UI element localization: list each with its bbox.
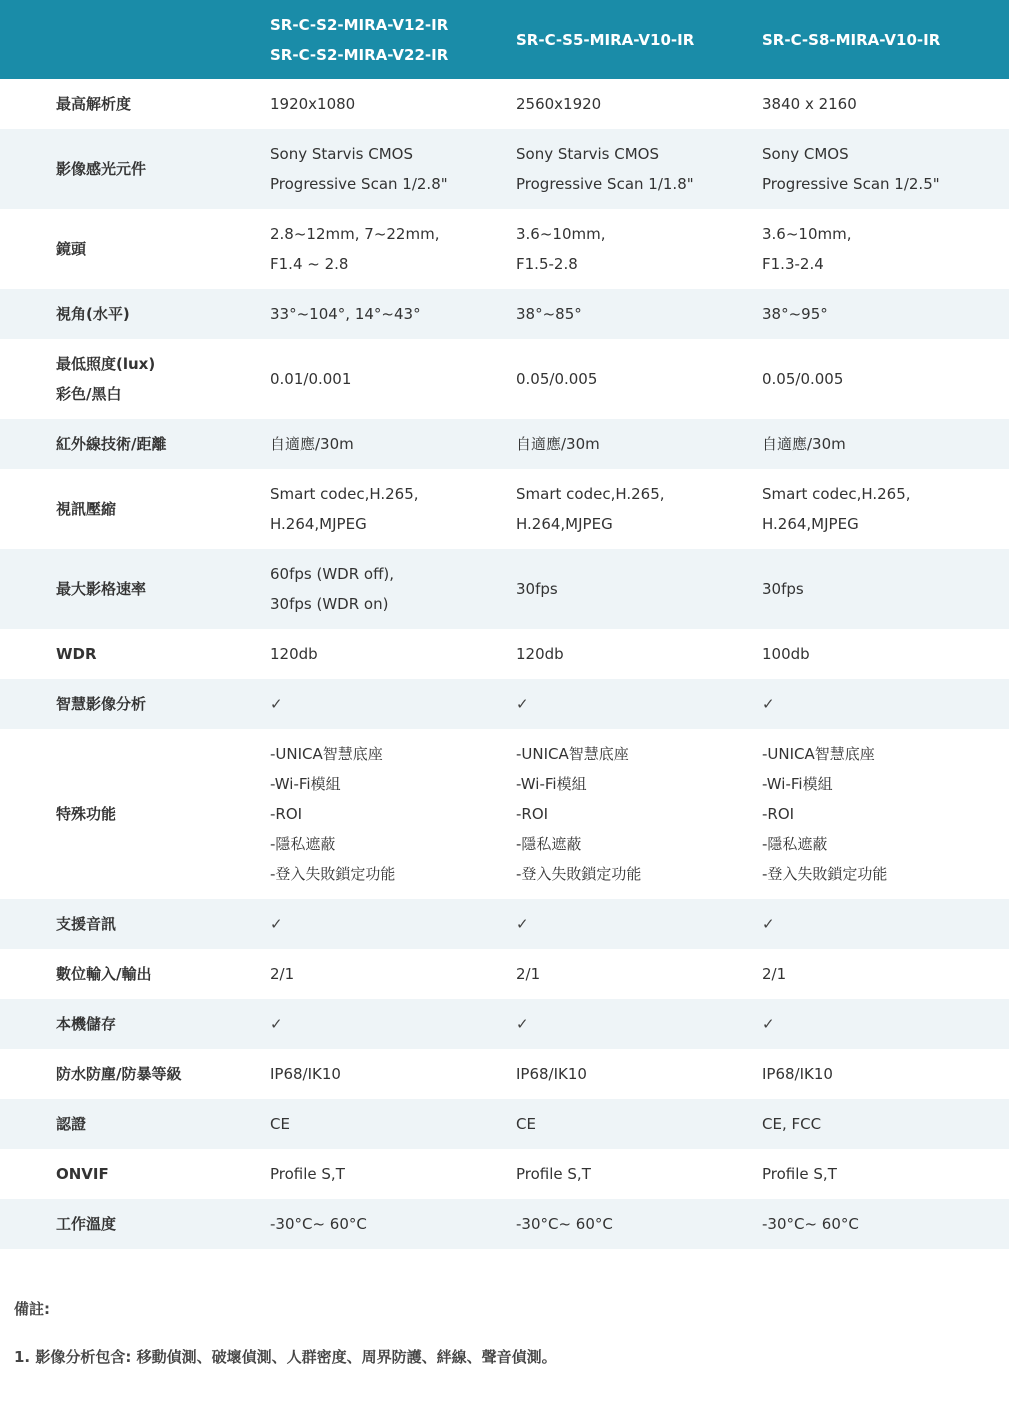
notes-item: 1. 影像分析包含: 移動偵測、破壞偵測、人群密度、周界防護、絆線、聲音偵測。: [14, 1348, 557, 1366]
row-label-text: 特殊功能: [56, 805, 117, 823]
cell-value: H.264,MJPEG: [762, 515, 859, 533]
row-label: [0, 1109, 270, 1139]
value-cell: [762, 479, 1009, 539]
value-cell: [270, 959, 516, 989]
row-label-text: 鏡頭: [56, 240, 87, 258]
row-label: [0, 909, 270, 939]
cell-value: 3840 x 2160: [762, 95, 857, 113]
cell-value: -30°C~ 60°C: [270, 1215, 367, 1233]
cell-value: CE: [270, 1115, 290, 1133]
notes-title: 備註:: [14, 1300, 50, 1318]
value-cell: [270, 139, 516, 199]
notes-section: [0, 1297, 1009, 1369]
cell-value: 33°~104°, 14°~43°: [270, 305, 421, 323]
table-row: [0, 339, 1009, 419]
cell-value: -UNICA智慧底座: [762, 745, 875, 763]
row-label-text: 數位輸入/輸出: [56, 965, 152, 983]
value-cell: [516, 139, 762, 199]
value-cell: [516, 1059, 762, 1089]
cell-value: IP68/IK10: [516, 1065, 587, 1083]
cell-value: 0.01/0.001: [270, 370, 352, 388]
value-cell: [762, 429, 1009, 459]
value-cell: [516, 959, 762, 989]
table-header: [0, 0, 1009, 79]
cell-value: 自適應/30m: [762, 435, 846, 453]
row-label: [0, 1209, 270, 1239]
cell-value: Smart codec,H.265,: [516, 485, 665, 503]
row-label: [0, 234, 270, 264]
table-row: [0, 209, 1009, 289]
value-cell: [762, 299, 1009, 329]
value-cell: [516, 1209, 762, 1239]
value-cell: [270, 429, 516, 459]
check-icon: ✓: [762, 1015, 775, 1033]
row-label-text: 最高解析度: [56, 95, 132, 113]
cell-value: -30°C~ 60°C: [516, 1215, 613, 1233]
row-label-text: ONVIF: [56, 1165, 109, 1183]
check-icon: ✓: [516, 695, 529, 713]
table-row: [0, 729, 1009, 899]
value-cell: [270, 689, 516, 719]
row-label: [0, 574, 270, 604]
value-cell: [516, 219, 762, 279]
row-label: [0, 299, 270, 329]
value-cell: [270, 1059, 516, 1089]
value-cell: [270, 219, 516, 279]
row-label: [0, 349, 270, 409]
row-label: [0, 959, 270, 989]
cell-value: 自適應/30m: [270, 435, 354, 453]
cell-value: Smart codec,H.265,: [270, 485, 419, 503]
cell-value: Progressive Scan 1/2.8": [270, 175, 448, 193]
value-cell: [762, 909, 1009, 939]
cell-value: IP68/IK10: [270, 1065, 341, 1083]
cell-value: Smart codec,H.265,: [762, 485, 911, 503]
cell-value: -UNICA智慧底座: [516, 745, 629, 763]
header-model-2: [516, 25, 762, 55]
table-row: [0, 1149, 1009, 1199]
cell-value: -登入失敗鎖定功能: [270, 865, 396, 883]
value-cell: [516, 364, 762, 394]
row-label-text: 支援音訊: [56, 915, 117, 933]
cell-value: -隱私遮蔽: [516, 835, 582, 853]
value-cell: [516, 739, 762, 889]
table-row: [0, 469, 1009, 549]
cell-value: -UNICA智慧底座: [270, 745, 383, 763]
value-cell: [270, 1109, 516, 1139]
check-icon: ✓: [270, 695, 283, 713]
cell-value: -登入失敗鎖定功能: [516, 865, 642, 883]
value-cell: [762, 739, 1009, 889]
cell-value: F1.5-2.8: [516, 255, 578, 273]
cell-value: -Wi-Fi模組: [270, 775, 341, 793]
cell-value: Sony Starvis CMOS: [516, 145, 659, 163]
cell-value: 38°~85°: [516, 305, 582, 323]
table-row: [0, 289, 1009, 339]
cell-value: Progressive Scan 1/1.8": [516, 175, 694, 193]
table-body: [0, 79, 1009, 1249]
cell-value: 30fps (WDR on): [270, 595, 389, 613]
table-row: [0, 629, 1009, 679]
table-row: [0, 419, 1009, 469]
value-cell: [270, 89, 516, 119]
value-cell: [762, 1009, 1009, 1039]
cell-value: -30°C~ 60°C: [762, 1215, 859, 1233]
value-cell: [270, 909, 516, 939]
cell-value: 2/1: [270, 965, 295, 983]
row-label-text: 視角(水平): [56, 305, 130, 323]
row-label-text: 工作溫度: [56, 1215, 117, 1233]
cell-value: 自適應/30m: [516, 435, 600, 453]
row-label: [0, 429, 270, 459]
row-label-text: WDR: [56, 645, 97, 663]
check-icon: ✓: [516, 1015, 529, 1033]
cell-value: Profile S,T: [762, 1165, 837, 1183]
cell-value: H.264,MJPEG: [270, 515, 367, 533]
value-cell: [516, 89, 762, 119]
table-row: [0, 1099, 1009, 1149]
table-row: [0, 79, 1009, 129]
cell-value: Sony CMOS: [762, 145, 849, 163]
value-cell: [270, 364, 516, 394]
row-label-text: 最低照度(lux): [56, 355, 156, 373]
cell-value: 1920x1080: [270, 95, 356, 113]
value-cell: [270, 639, 516, 669]
value-cell: [270, 1009, 516, 1039]
value-cell: [270, 1209, 516, 1239]
cell-value: 2.8~12mm, 7~22mm,: [270, 225, 440, 243]
cell-value: CE: [516, 1115, 536, 1133]
cell-value: Profile S,T: [270, 1165, 345, 1183]
model-name: SR-C-S5-MIRA-V10-IR: [516, 30, 695, 49]
value-cell: [762, 1059, 1009, 1089]
cell-value: 3.6~10mm,: [516, 225, 606, 243]
cell-value: -隱私遮蔽: [270, 835, 336, 853]
cell-value: 30fps: [762, 580, 804, 598]
header-model-3: [762, 25, 1009, 55]
cell-value: CE, FCC: [762, 1115, 822, 1133]
table-row: [0, 1049, 1009, 1099]
cell-value: H.264,MJPEG: [516, 515, 613, 533]
check-icon: ✓: [762, 915, 775, 933]
check-icon: ✓: [270, 1015, 283, 1033]
cell-value: IP68/IK10: [762, 1065, 833, 1083]
row-label: [0, 1059, 270, 1089]
row-label: [0, 494, 270, 524]
cell-value: -登入失敗鎖定功能: [762, 865, 888, 883]
cell-value: 120db: [516, 645, 564, 663]
value-cell: [762, 139, 1009, 199]
value-cell: [516, 574, 762, 604]
cell-value: Profile S,T: [516, 1165, 591, 1183]
row-label-text: 認證: [56, 1115, 87, 1133]
value-cell: [516, 479, 762, 539]
row-label-text: 最大影格速率: [56, 580, 147, 598]
value-cell: [516, 689, 762, 719]
value-cell: [516, 429, 762, 459]
value-cell: [516, 1159, 762, 1189]
value-cell: [516, 299, 762, 329]
value-cell: [270, 739, 516, 889]
value-cell: [762, 689, 1009, 719]
value-cell: [516, 1009, 762, 1039]
value-cell: [762, 89, 1009, 119]
cell-value: F1.3-2.4: [762, 255, 824, 273]
row-label: [0, 799, 270, 829]
table-row: [0, 899, 1009, 949]
cell-value: -ROI: [516, 805, 549, 823]
row-label-text: 防水防塵/防暴等級: [56, 1065, 182, 1083]
cell-value: -Wi-Fi模組: [762, 775, 833, 793]
cell-value: -ROI: [270, 805, 303, 823]
value-cell: [270, 1159, 516, 1189]
value-cell: [516, 909, 762, 939]
row-label: [0, 1009, 270, 1039]
value-cell: [270, 299, 516, 329]
cell-value: Sony Starvis CMOS: [270, 145, 413, 163]
table-row: [0, 679, 1009, 729]
row-label-text: 影像感光元件: [56, 160, 147, 178]
cell-value: -ROI: [762, 805, 795, 823]
cell-value: 38°~95°: [762, 305, 828, 323]
cell-value: Progressive Scan 1/2.5": [762, 175, 940, 193]
cell-value: -隱私遮蔽: [762, 835, 828, 853]
cell-value: 120db: [270, 645, 318, 663]
value-cell: [516, 1109, 762, 1139]
row-label-text: 本機儲存: [56, 1015, 117, 1033]
value-cell: [762, 364, 1009, 394]
value-cell: [762, 639, 1009, 669]
check-icon: ✓: [516, 915, 529, 933]
value-cell: [270, 559, 516, 619]
row-label-text: 紅外線技術/距離: [56, 435, 167, 453]
value-cell: [762, 1209, 1009, 1239]
model-name: SR-C-S8-MIRA-V10-IR: [762, 30, 941, 49]
model-name: SR-C-S2-MIRA-V12-IR: [270, 15, 449, 34]
header-model-1: [270, 10, 516, 70]
row-label-text: 視訊壓縮: [56, 500, 117, 518]
cell-value: 3.6~10mm,: [762, 225, 852, 243]
table-row: [0, 949, 1009, 999]
cell-value: 100db: [762, 645, 810, 663]
table-row: [0, 549, 1009, 629]
row-label: [0, 689, 270, 719]
row-label: [0, 1159, 270, 1189]
cell-value: -Wi-Fi模組: [516, 775, 587, 793]
table-row: [0, 1199, 1009, 1249]
cell-value: 2560x1920: [516, 95, 602, 113]
value-cell: [762, 959, 1009, 989]
check-icon: ✓: [762, 695, 775, 713]
cell-value: 30fps: [516, 580, 558, 598]
row-label: [0, 89, 270, 119]
value-cell: [762, 1109, 1009, 1139]
row-label-text: 智慧影像分析: [56, 695, 147, 713]
check-icon: ✓: [270, 915, 283, 933]
table-row: [0, 999, 1009, 1049]
value-cell: [762, 219, 1009, 279]
value-cell: [516, 639, 762, 669]
cell-value: 0.05/0.005: [762, 370, 844, 388]
value-cell: [762, 1159, 1009, 1189]
value-cell: [270, 479, 516, 539]
row-label-text: 彩色/黑白: [56, 385, 122, 403]
cell-value: 0.05/0.005: [516, 370, 598, 388]
row-label: [0, 639, 270, 669]
cell-value: 2/1: [762, 965, 787, 983]
row-label: [0, 154, 270, 184]
cell-value: F1.4 ~ 2.8: [270, 255, 349, 273]
model-name: SR-C-S2-MIRA-V22-IR: [270, 45, 449, 64]
table-row: [0, 129, 1009, 209]
cell-value: 60fps (WDR off),: [270, 565, 395, 583]
value-cell: [762, 574, 1009, 604]
cell-value: 2/1: [516, 965, 541, 983]
